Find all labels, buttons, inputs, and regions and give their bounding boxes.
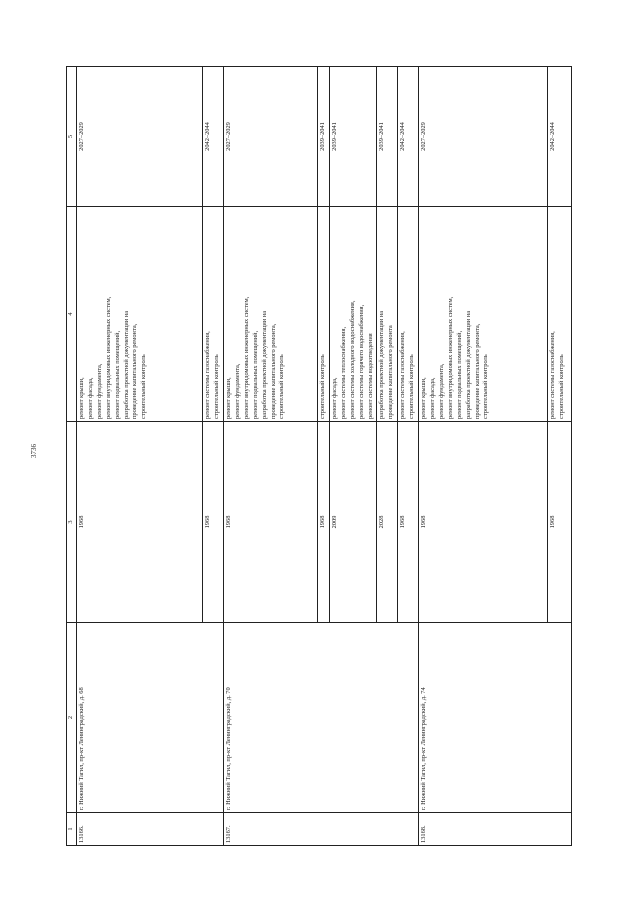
row-address: г. Нижний Тагил, пр-кт Ленинградский, д. 70 xyxy=(224,623,419,813)
work-list xyxy=(398,206,419,421)
table-row xyxy=(224,66,318,845)
repair-schedule-table xyxy=(66,66,572,846)
build-year: 2009 xyxy=(329,421,377,622)
work-item: разработка проектной документации на xyxy=(260,310,268,419)
work-list xyxy=(419,206,548,421)
table-body xyxy=(67,66,572,845)
repair-period: 2042–2044 xyxy=(398,66,419,206)
header-cell: 4 xyxy=(67,206,77,421)
work-item: проведение капитального ремонта xyxy=(387,325,395,419)
build-year: 1968 xyxy=(548,421,572,622)
work-list xyxy=(77,206,203,421)
work-item: ремонт крыши, xyxy=(420,377,428,419)
work-item: строительный контроль xyxy=(278,354,286,419)
build-year: 2028 xyxy=(377,421,398,622)
work-item: ремонт системы газоснабжения, xyxy=(399,331,407,419)
row-number: 13166. xyxy=(77,813,224,846)
row-number: 13167. xyxy=(224,813,419,846)
work-list xyxy=(329,206,377,421)
repair-period: 2042–2044 xyxy=(203,66,224,206)
work-item: строительный контроль xyxy=(140,354,148,419)
work-item: разработка проектной документации на xyxy=(122,310,130,419)
work-item: ремонт фундамента, xyxy=(95,363,103,419)
work-list xyxy=(377,206,398,421)
work-list xyxy=(318,206,330,421)
work-list xyxy=(203,206,224,421)
work-item: ремонт подвальных помещений, xyxy=(455,330,463,419)
work-item: ремонт системы газоснабжения, xyxy=(549,331,557,419)
rotated-table-frame xyxy=(66,67,565,846)
work-item: разработка проектной документации на xyxy=(464,310,472,419)
work-item: ремонт подвальных помещений, xyxy=(113,330,121,419)
row-address: г. Нижний Тагил, пр-кт Ленинградский, д. 74 xyxy=(419,623,572,813)
repair-period: 2039–2041 xyxy=(377,66,398,206)
work-item: строительный контроль xyxy=(319,354,326,419)
header-cell: 5 xyxy=(67,66,77,206)
work-item: ремонт фасада, xyxy=(428,377,436,419)
work-item: строительный контроль xyxy=(482,354,490,419)
row-address: г. Нижний Тагил, пр-кт Ленинградский, д. 68 xyxy=(77,623,224,813)
build-year: 1968 xyxy=(398,421,419,622)
work-item: ремонт фундамента, xyxy=(437,363,445,419)
work-item: ремонт системы газоснабжения, xyxy=(204,331,211,419)
work-item: ремонт внутридомовых инженерных систем, xyxy=(446,296,454,419)
header-cell: 2 xyxy=(67,623,77,813)
build-year: 1968 xyxy=(203,421,224,622)
work-item: ремонт системы теплоснабжения, xyxy=(339,326,347,419)
work-item: ремонт крыши, xyxy=(78,377,85,419)
work-item: разработка проектной документации на xyxy=(378,310,386,419)
work-item: проведение капитального ремонта, xyxy=(269,323,277,419)
work-item: ремонт внутридомовых инженерных систем, xyxy=(242,296,250,419)
repair-period: 2027–2029 xyxy=(419,66,548,206)
build-year: 1968 xyxy=(419,421,548,622)
work-item: ремонт фундамента, xyxy=(233,363,241,419)
header-cell: 3 xyxy=(67,421,77,622)
work-item: строительный контроль xyxy=(557,354,565,419)
header-row xyxy=(67,66,77,845)
repair-period: 2042–2044 xyxy=(548,66,572,206)
repair-period: 2039–2041 xyxy=(329,66,377,206)
work-item: ремонт системы водоотведения xyxy=(366,333,374,419)
work-item: проведение капитального ремонта, xyxy=(473,323,481,419)
work-item: ремонт фасада, xyxy=(330,377,338,419)
table-row xyxy=(419,66,548,845)
work-item: строительный контроль xyxy=(408,354,416,419)
repair-period: 2027–2029 xyxy=(224,66,318,206)
build-year: 1968 xyxy=(224,421,318,622)
build-year: 1968 xyxy=(77,421,203,622)
work-item: ремонт фасада, xyxy=(86,377,94,419)
repair-period: 2039–2041 xyxy=(318,66,330,206)
header-cell: 1 xyxy=(67,813,77,846)
repair-period: 2027–2029 xyxy=(77,66,203,206)
work-item: ремонт крыши, xyxy=(225,377,232,419)
work-item: строительный контроль xyxy=(212,354,220,419)
build-year: 1968 xyxy=(318,421,330,622)
table-row xyxy=(77,66,203,845)
row-number: 13168. xyxy=(419,813,572,846)
work-item: ремонт системы горячего водоснабжения, xyxy=(357,304,365,419)
work-item: ремонт подвальных помещений, xyxy=(251,330,259,419)
work-item: ремонт системы холодного водоснабжения, xyxy=(348,300,356,419)
work-item: ремонт внутридомовых инженерных систем, xyxy=(104,296,112,419)
document-page xyxy=(66,67,565,846)
work-list xyxy=(548,206,572,421)
page-number: 3736 xyxy=(30,444,38,458)
work-item: проведение капитального ремонта, xyxy=(131,323,139,419)
work-list xyxy=(224,206,318,421)
